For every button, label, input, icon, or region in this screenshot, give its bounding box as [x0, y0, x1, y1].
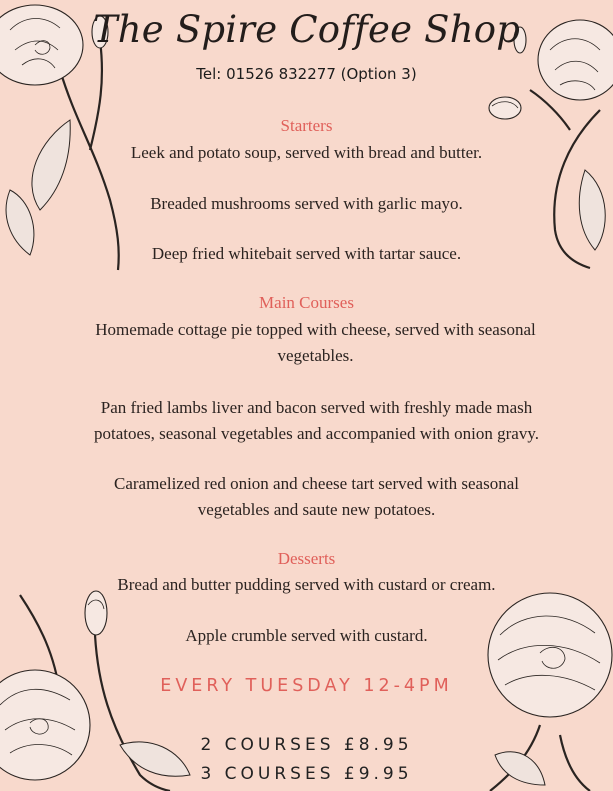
- menu-item: Breaded mushrooms served with garlic mayo.: [150, 194, 463, 213]
- phone-number: Tel: 01526 832277 (Option 3): [196, 65, 417, 83]
- menu-item: Bread and butter pudding served with custard or cream.: [117, 575, 496, 594]
- main-courses-heading: Main Courses: [259, 293, 354, 312]
- price-three-courses: 3 COURSES £9.95: [200, 764, 413, 784]
- offer-schedule: EVERY TUESDAY 12-4PM: [160, 676, 453, 696]
- shop-title: The Spire Coffee Shop: [92, 8, 521, 51]
- menu-item: Caramelized red onion and cheese tart served with seasonal vegetables and saute new potatoes.: [113, 474, 519, 519]
- menu-item: Homemade cottage pie topped with cheese, served with seasonal vegetables.: [95, 320, 536, 365]
- menu-item: Leek and potato soup, served with bread and butter.: [130, 143, 483, 162]
- price-two-courses: 2 COURSES £8.95: [200, 735, 413, 755]
- menu-item: Apple crumble served with custard.: [185, 626, 428, 645]
- menu-item: Pan fried lambs liver and bacon served with freshly made mash potatoes, seasonal vegetables and accompanied with onion gravy.: [93, 398, 539, 443]
- menu-item: Deep fried whitebait served with tartar sauce.: [151, 244, 462, 263]
- desserts-heading: Desserts: [277, 549, 336, 568]
- starters-heading: Starters: [280, 116, 333, 135]
